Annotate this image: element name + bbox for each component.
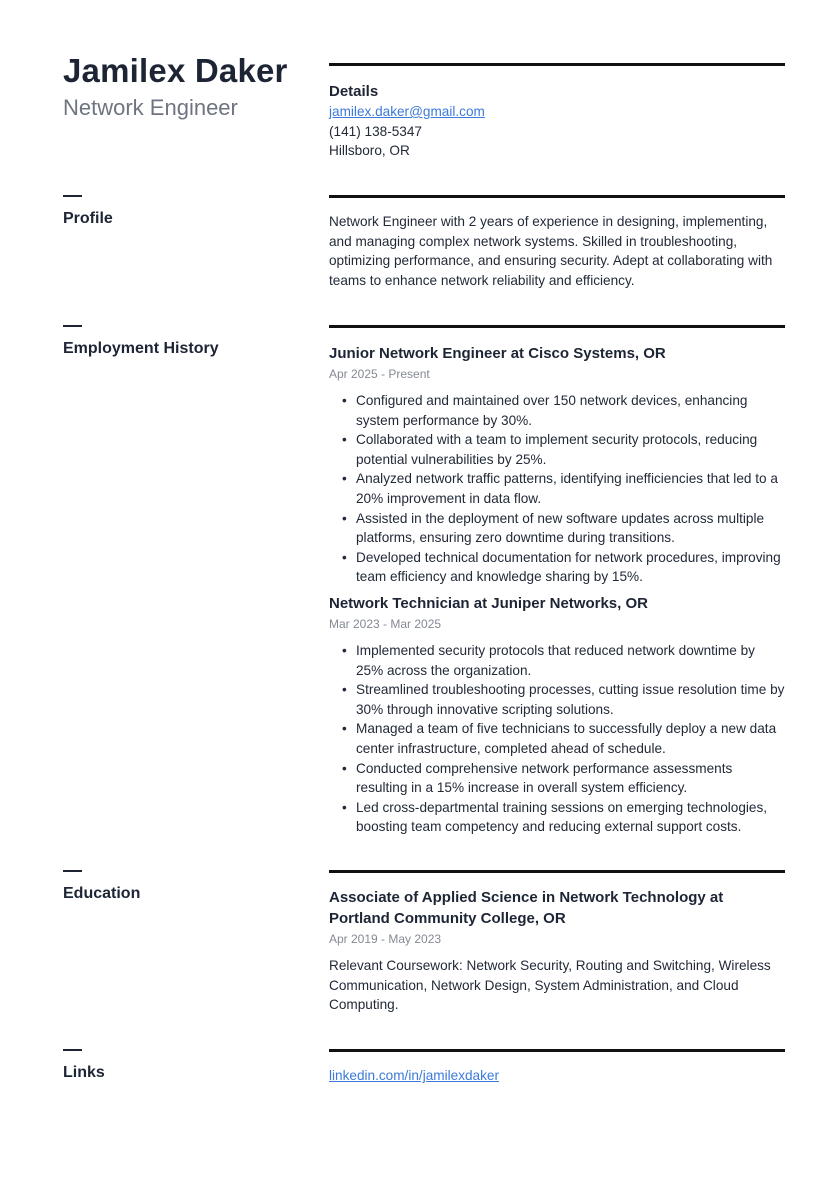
bullet-item: • Conducted comprehensive network performance assessments resulting in a 15% increase in overall system efficiency. [356, 759, 785, 798]
education-dash [63, 870, 82, 872]
email-link[interactable]: jamilex.daker@gmail.com [329, 104, 485, 119]
bullet-item: • Managed a team of five technicians to successfully deploy a new data center infrastructure, completed ahead of schedule. [356, 719, 785, 758]
bullet-item: • Implemented security protocols that reduced network downtime by 25% across the organization. [356, 641, 785, 680]
job-dates: Mar 2023 - Mar 2025 [329, 617, 442, 631]
coursework-text: Relevant Coursework: Network Security, Routing and Switching, Wireless Communication, Network Design, System Administration, and Cloud Computing. [329, 958, 771, 1013]
degree-title: Associate of Applied Science in Network Technology at Portland Community College, OR [329, 889, 724, 927]
profile-dash [63, 195, 82, 197]
education-dates: Apr 2019 - May 2023 [329, 932, 442, 946]
job-entry [329, 343, 785, 587]
links-section [329, 1066, 785, 1086]
bullet-item: • Configured and maintained over 150 network devices, enhancing system performance by 30%. [356, 391, 785, 430]
profile-text: Network Engineer with 2 years of experience in designing, implementing, and managing complex network systems. Skilled in troubleshooting, optimizing performance, and ensuring security. Adept at collaborating with teams to enhance network reliability and efficiency. [329, 214, 773, 288]
bullet-item: • Streamlined troubleshooting processes, cutting issue resolution time by 30% through innovative scripting solutions. [356, 680, 785, 719]
links-divider [329, 1049, 785, 1052]
employment-dash [63, 325, 82, 327]
job-dates: Apr 2025 - Present [329, 367, 430, 381]
phone-number: (141) 138-5347 [329, 123, 422, 139]
job-title: Network Technician at Juniper Networks, OR [329, 595, 648, 612]
education-entry [329, 887, 785, 1015]
education-divider [329, 870, 785, 873]
details-heading: Details [329, 83, 379, 100]
profile-divider [329, 195, 785, 198]
details-divider [329, 63, 785, 66]
bullet-item: • Developed technical documentation for network procedures, improving team efficiency and knowledge sharing by 15%. [356, 548, 785, 587]
bullet-item: • Collaborated with a team to implement security protocols, reducing potential vulnerabilities by 25%. [356, 430, 785, 469]
profile-heading: Profile [63, 210, 113, 227]
job-title: Junior Network Engineer at Cisco Systems, OR [329, 345, 666, 362]
linkedin-link[interactable]: linkedin.com/in/jamilexdaker [329, 1068, 499, 1083]
bullet-item: • Analyzed network traffic patterns, identifying inefficiencies that led to a 20% improvement in data flow. [356, 469, 785, 508]
employment-divider [329, 325, 785, 328]
job-entry [329, 593, 785, 837]
employment-heading: Employment History [63, 340, 219, 357]
job-bullets [329, 391, 785, 587]
profile-section [329, 212, 785, 290]
links-heading: Links [63, 1064, 105, 1081]
education-heading: Education [63, 885, 141, 902]
bullet-item: • Led cross-departmental training sessions on emerging technologies, boosting team competency and reducing external support costs. [356, 798, 785, 837]
links-dash [63, 1049, 82, 1051]
candidate-title: Network Engineer [63, 95, 238, 120]
location: Hillsboro, OR [329, 143, 410, 159]
candidate-name: Jamilex Daker [63, 52, 288, 89]
job-bullets [329, 641, 785, 837]
details-section [329, 81, 785, 161]
bullet-item: • Assisted in the deployment of new software updates across multiple platforms, ensuring zero downtime during transitions. [356, 509, 785, 548]
